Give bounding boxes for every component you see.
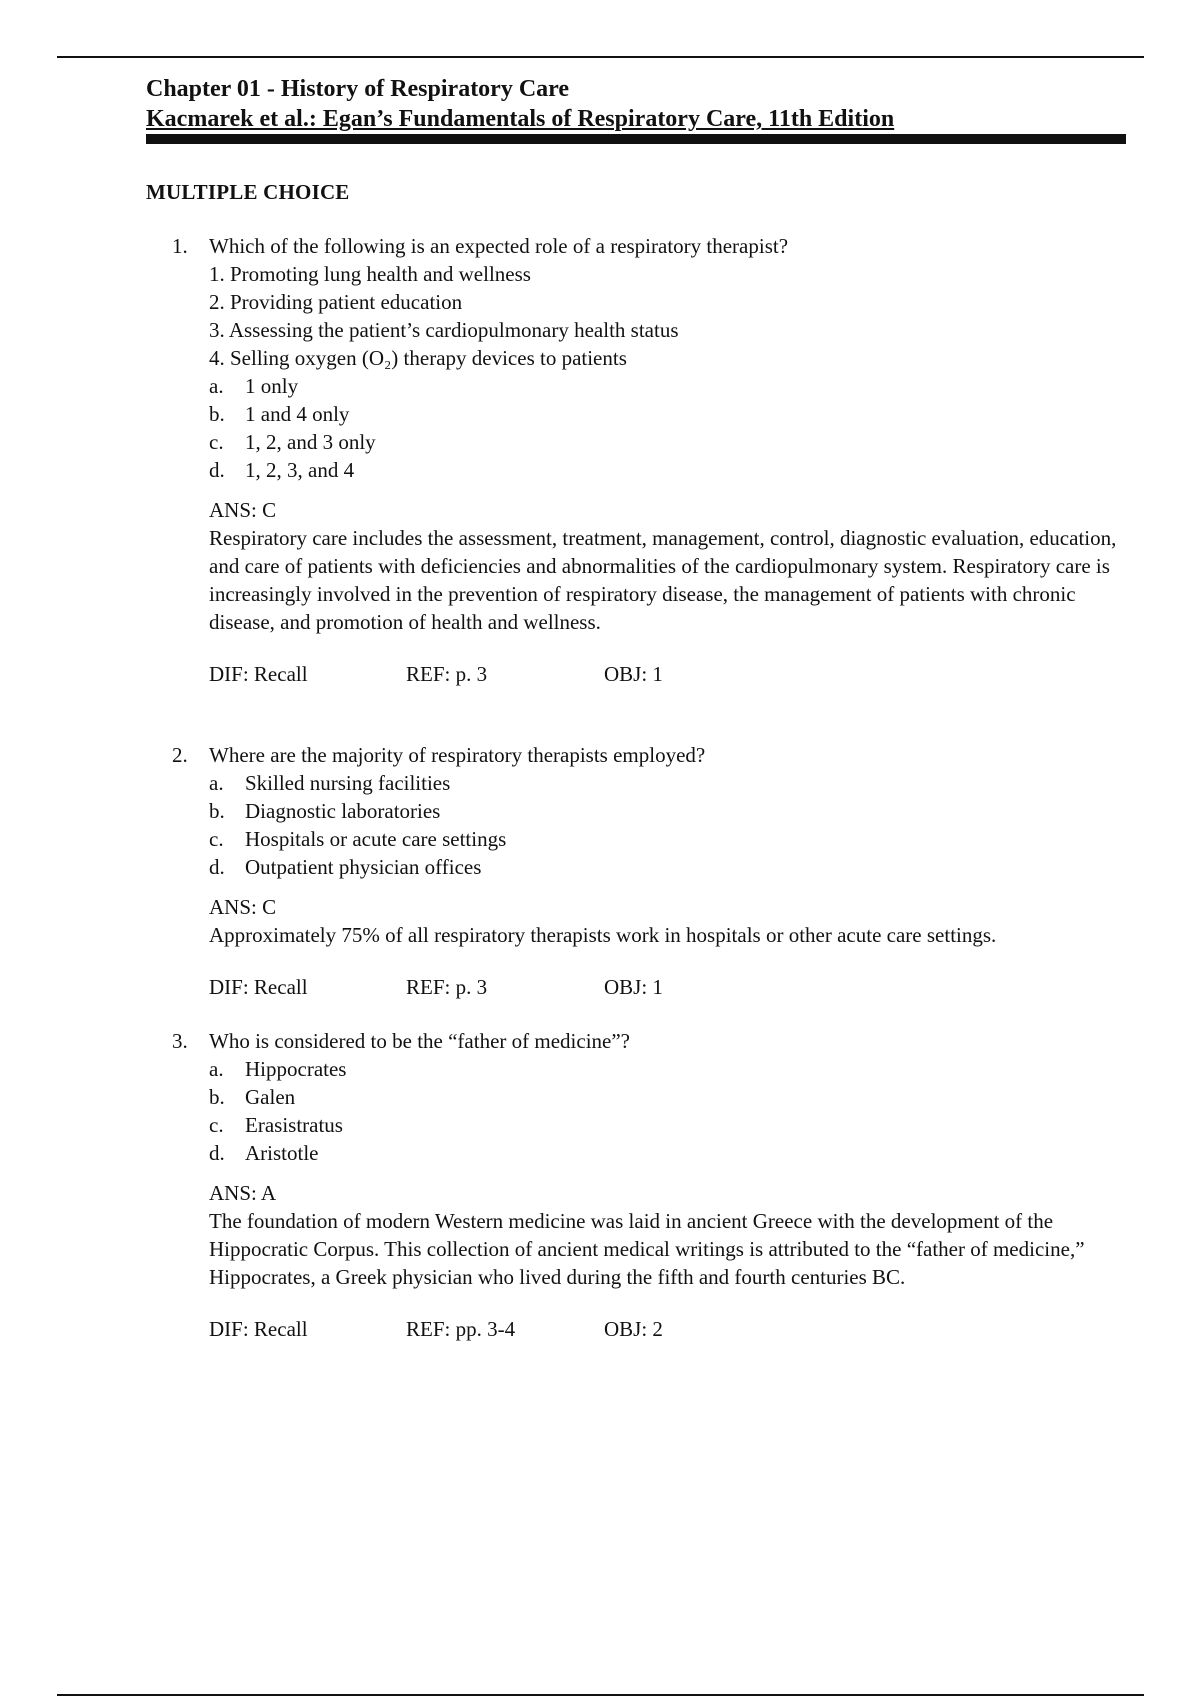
option-text: Aristotle xyxy=(245,1141,319,1165)
option-a xyxy=(209,1055,1129,1083)
option-text: 1, 2, 3, and 4 xyxy=(245,458,355,482)
top-rule xyxy=(57,56,1144,58)
option-letter: d. xyxy=(209,458,225,482)
option-text: 1, 2, and 3 only xyxy=(245,430,376,454)
question-number: 2. xyxy=(172,743,188,767)
answer-block xyxy=(209,496,1129,636)
book-subtitle: Kacmarek et al.: Egan’s Fundamentals of Respiratory Care, 11th Edition xyxy=(146,106,895,132)
option-d xyxy=(209,456,1129,484)
answer-key: ANS: C xyxy=(209,498,277,522)
difficulty: DIF: Recall xyxy=(209,1317,308,1341)
question-stem: Who is considered to be the “father of medicine”? xyxy=(209,1029,630,1053)
reference: REF: p. 3 xyxy=(406,975,488,999)
rationale: Respiratory care includes the assessment, treatment, management, control, diagnostic evaluation, education, and care of patients with deficiencies and abnormalities of the cardiopulmonary system. Respiratory care is increasingly involved in the prevention of respiratory disease, the management of patients with chronic disease, and promotion of health and wellness. xyxy=(209,526,1117,634)
objective: OBJ: 2 xyxy=(604,1317,663,1341)
option-text: Outpatient physician offices xyxy=(245,855,482,879)
question-meta xyxy=(209,1315,1129,1343)
option-letter: a. xyxy=(209,771,224,795)
answer-block xyxy=(209,1179,1129,1291)
question-body xyxy=(209,260,1129,688)
question-meta xyxy=(209,660,1129,688)
option-letter: b. xyxy=(209,1085,225,1109)
option-text: Hospitals or acute care settings xyxy=(245,827,507,851)
statement: 4. Selling oxygen (O₂) therapy devices to patients xyxy=(209,346,627,370)
option-letter: d. xyxy=(209,1141,225,1165)
option-b xyxy=(209,400,1129,428)
option-c xyxy=(209,428,1129,456)
difficulty: DIF: Recall xyxy=(209,975,308,999)
option-b xyxy=(209,797,1129,825)
rationale: The foundation of modern Western medicine was laid in ancient Greece with the development of the Hippocratic Corpus. This collection of ancient medical writings is attributed to the “father of medicine,” Hippocrates, a Greek physician who lived during the fifth and fourth centuries BC. xyxy=(209,1209,1085,1289)
question-body xyxy=(209,1055,1129,1343)
option-text: 1 and 4 only xyxy=(245,402,350,426)
answer-key: ANS: C xyxy=(209,895,277,919)
statement: 3. Assessing the patient’s cardiopulmonary health status xyxy=(209,318,679,342)
option-text: Diagnostic laboratories xyxy=(245,799,441,823)
option-letter: a. xyxy=(209,374,224,398)
option-c xyxy=(209,825,1129,853)
option-text: Erasistratus xyxy=(245,1113,343,1137)
reference: REF: p. 3 xyxy=(406,662,488,686)
question-body xyxy=(209,769,1129,1001)
option-a xyxy=(209,372,1129,400)
chapter-title: Chapter 01 - History of Respiratory Care xyxy=(146,76,570,102)
question-number: 1. xyxy=(172,234,188,258)
section-heading: MULTIPLE CHOICE xyxy=(146,180,350,204)
question-stem: Where are the majority of respiratory therapists employed? xyxy=(209,743,706,767)
objective: OBJ: 1 xyxy=(604,662,663,686)
option-text: Hippocrates xyxy=(245,1057,347,1081)
option-letter: d. xyxy=(209,855,225,879)
option-b xyxy=(209,1083,1129,1111)
option-letter: c. xyxy=(209,430,224,454)
question-stem: Which of the following is an expected role of a respiratory therapist? xyxy=(209,234,789,258)
question-meta xyxy=(209,973,1129,1001)
option-letter: c. xyxy=(209,1113,224,1137)
option-letter: a. xyxy=(209,1057,224,1081)
difficulty: DIF: Recall xyxy=(209,662,308,686)
option-d xyxy=(209,853,1129,881)
header-rule xyxy=(146,134,1126,144)
answer-key: ANS: A xyxy=(209,1181,277,1205)
option-text: 1 only xyxy=(245,374,299,398)
objective: OBJ: 1 xyxy=(604,975,663,999)
option-d xyxy=(209,1139,1129,1167)
bottom-rule xyxy=(57,1694,1144,1696)
option-letter: b. xyxy=(209,799,225,823)
statement: 2. Providing patient education xyxy=(209,290,463,314)
option-text: Skilled nursing facilities xyxy=(245,771,451,795)
option-letter: b. xyxy=(209,402,225,426)
document-header xyxy=(146,74,1126,134)
reference: REF: pp. 3-4 xyxy=(406,1317,516,1341)
option-a xyxy=(209,769,1129,797)
option-text: Galen xyxy=(245,1085,296,1109)
answer-block xyxy=(209,893,1129,949)
question-number: 3. xyxy=(172,1029,188,1053)
option-letter: c. xyxy=(209,827,224,851)
rationale: Approximately 75% of all respiratory therapists work in hospitals or other acute care settings. xyxy=(209,923,997,947)
option-c xyxy=(209,1111,1129,1139)
statement: 1. Promoting lung health and wellness xyxy=(209,262,531,286)
